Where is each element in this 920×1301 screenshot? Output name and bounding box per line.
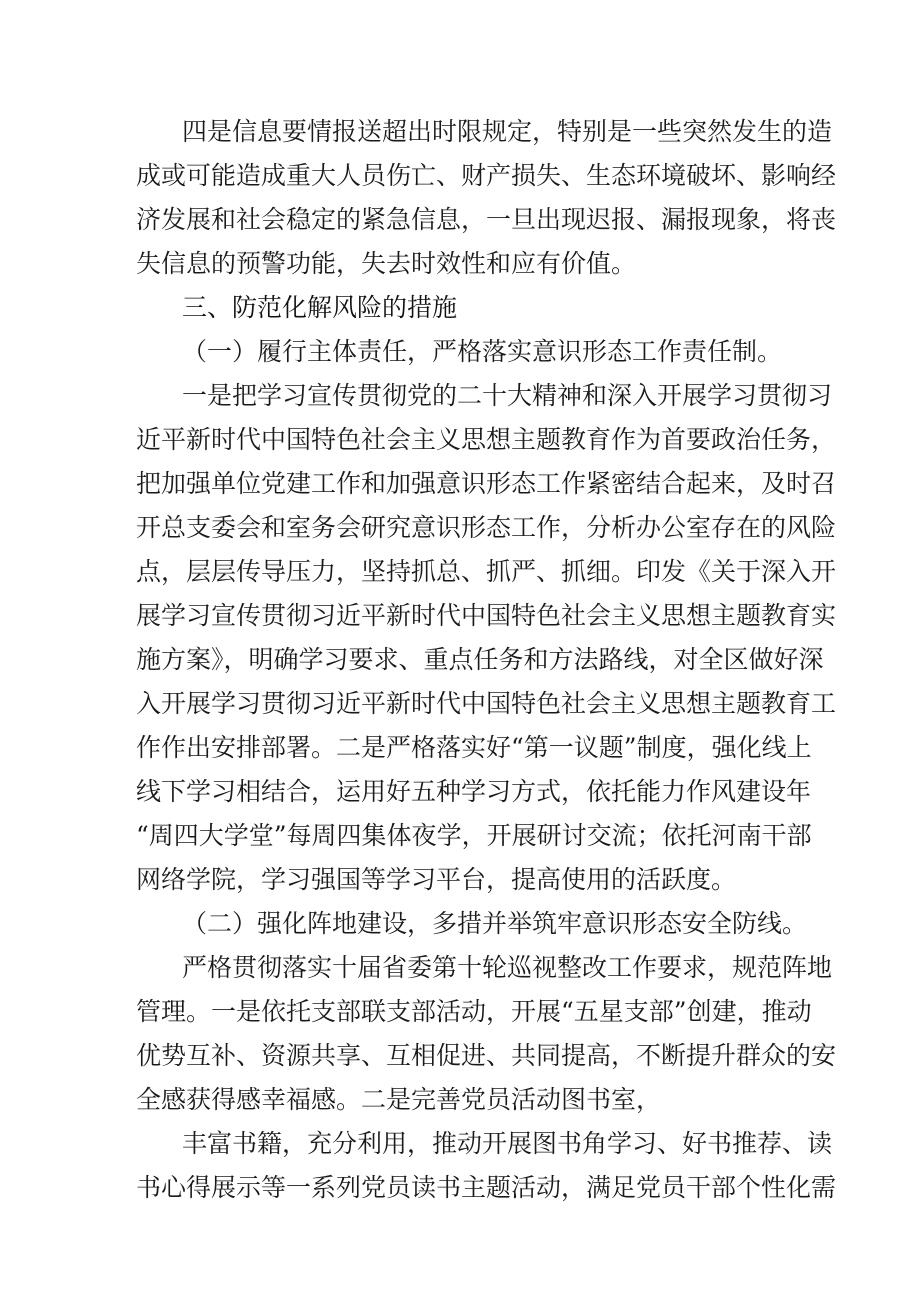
paragraph-line: 四是信息要情报送超出时限规定，特别是一些突然发生的造 [182,117,833,146]
paragraph-line: 近平新时代中国特色社会主义思想主题教育作为首要政治任务， [136,425,837,454]
paragraph-line: 失信息的预警功能，失去时效性和应有价值。 [136,249,637,278]
paragraph-line: 施方案》，明确学习要求、重点任务和方法路线，对全区做好深 [136,645,824,674]
paragraph-line: “周四大学堂”每周四集体夜学，开展研讨交流；依托河南干部 [136,821,812,850]
subsection-heading: （二）强化阵地建设，多措并举筑牢意识形态安全防线。 [182,909,808,938]
paragraph-line: 管理。一是依托支部联支部活动，开展“五星支部”创建，推动 [136,997,812,1026]
paragraph-line: 严格贯彻落实十届省委第十轮巡视整改工作要求，规范阵地 [182,953,833,982]
paragraph-line: 成或可能造成重大人员伤亡、财产损失、生态环境破坏、影响经 [136,161,837,190]
subsection-heading: （一）履行主体责任，严格落实意识形态工作责任制。 [182,337,783,366]
paragraph-line: 一是把学习宣传贯彻党的二十大精神和深入开展学习贯彻习 [182,381,833,410]
paragraph-line: 济发展和社会稳定的紧急信息，一旦出现迟报、漏报现象，将丧 [136,205,837,234]
paragraph-line: 开总支委会和室务会研究意识形态工作，分析办公室存在的风险 [136,513,837,542]
paragraph-line: 作作出安排部署。二是严格落实好“第一议题”制度，强化线上 [136,733,812,762]
paragraph-line: 书心得展示等一系列党员读书主题活动，满足党员干部个性化需 [136,1173,837,1202]
paragraph-line: 丰富书籍，充分利用，推动开展图书角学习、好书推荐、读 [182,1129,833,1158]
paragraph-line: 把加强单位党建工作和加强意识形态工作紧密结合起来，及时召 [136,469,837,498]
paragraph-line: 网络学院，学习强国等学习平台，提高使用的活跃度。 [136,865,737,894]
paragraph-line: 点，层层传导压力，坚持抓总、抓严、抓细。印发《关于深入开 [136,557,837,586]
paragraph-line: 入开展学习贯彻习近平新时代中国特色社会主义思想主题教育工 [136,689,837,718]
paragraph-line: 优势互补、资源共享、互相促进、共同提高，不断提升群众的安 [136,1041,837,1070]
paragraph-line: 展学习宣传贯彻习近平新时代中国特色社会主义思想主题教育实 [136,601,837,630]
paragraph-line: 线下学习相结合，运用好五种学习方式，依托能力作风建设年 [136,777,812,806]
paragraph-line: 全感获得感幸福感。二是完善党员活动图书室， [136,1085,662,1114]
section-heading: 三、防范化解风险的措施 [182,293,458,322]
